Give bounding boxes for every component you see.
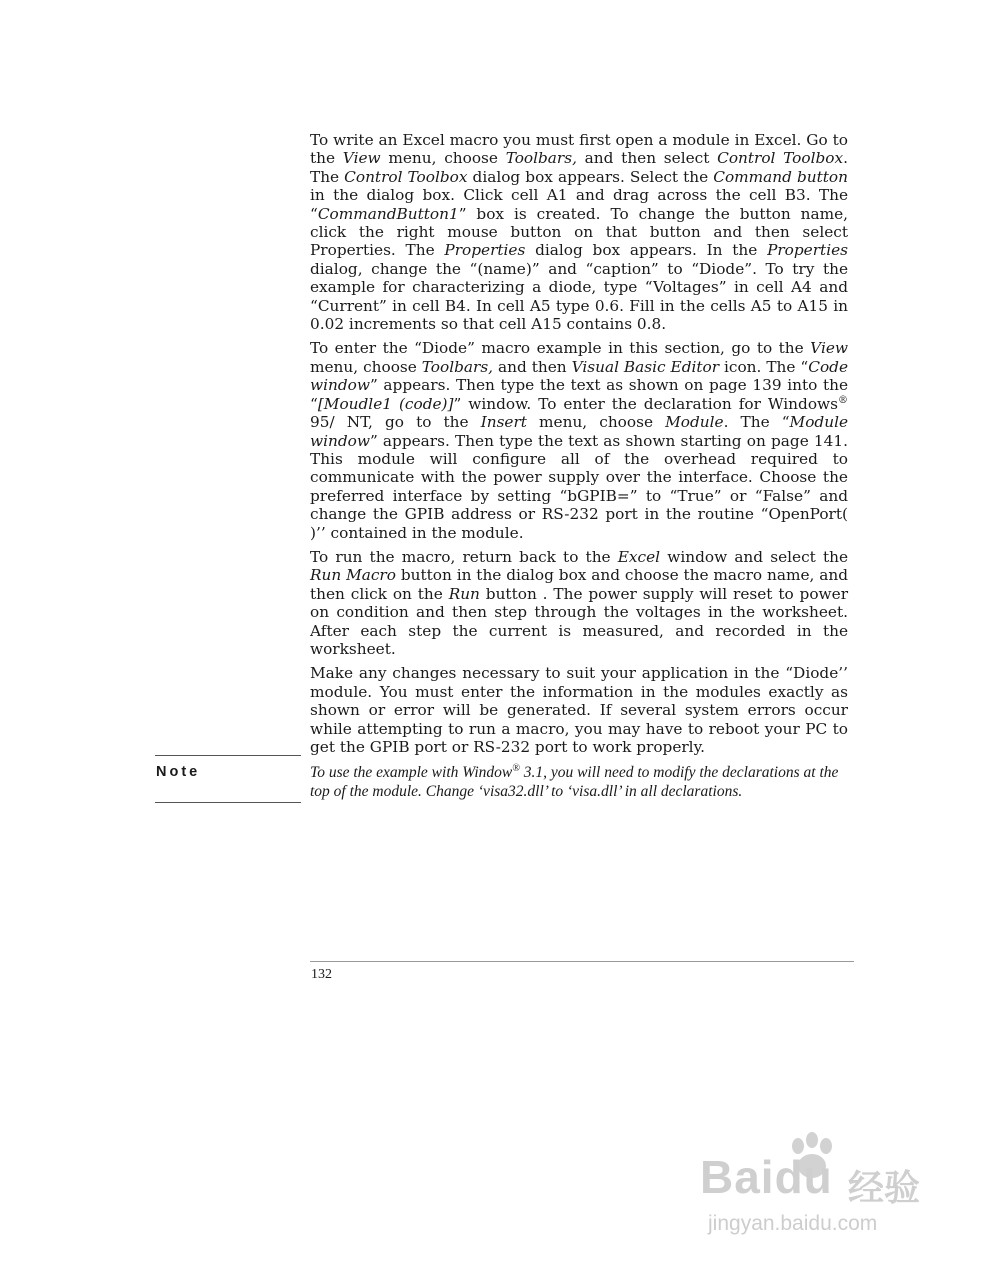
text-run: ” box is created. To change the button name, click the right mouse button on that button and then select Properties. The — [310, 204, 848, 260]
text-run: Visual Basic Editor — [571, 357, 720, 376]
text-run: menu, choose — [380, 149, 506, 168]
text-run: Command button — [713, 167, 848, 186]
text-run: Code window — [310, 357, 848, 395]
text-run: button in the dialog box and choose the macro name, and then click on the — [310, 566, 849, 603]
text-run: menu, choose — [310, 357, 422, 376]
text-run: icon. The “ — [719, 357, 809, 376]
note-label: Note — [156, 764, 201, 780]
paragraph — [310, 664, 848, 756]
text-run: ” window. To enter the declaration for Windows — [453, 394, 838, 413]
text-run: Make any changes necessary to suit your application in the “Diode’’ module. You must enter the information in the modules exactly as shown or error will be generated. If several system errors occur while attempting to run a macro, you may have to reboot your PC to get the GPIB port or RS-232 port to work properly. — [310, 664, 848, 756]
text-run: [Moudle1 (code)] — [317, 394, 454, 413]
text-run: Properties — [444, 241, 526, 260]
footer-rule — [310, 961, 854, 962]
text-run: To write an Excel macro you must first open a module in Excel. Go to the — [310, 131, 848, 168]
text-run: To enter the “Diode” macro example in this section, go to the — [310, 339, 811, 358]
text-run: dialog, change the “(name)” and “caption” to “Diode”. To try the example for characterizing a diode, type “Voltages” in cell A4 and “Current” in cell B4. In cell A5 type 0.6. Fill in the cells A5 to A15 in 0.02 increments so that cell A15 contains 0.8. — [310, 259, 848, 334]
paragraph — [310, 131, 848, 333]
text-run: View — [342, 149, 381, 168]
text-run: and then select — [576, 149, 718, 168]
page-number: 132 — [311, 967, 332, 982]
text-run: Excel — [617, 547, 661, 566]
text-run: To run the macro, return back to the — [310, 547, 618, 566]
note-text-before: To use the example with Window — [310, 764, 513, 781]
note-text — [310, 764, 855, 801]
watermark-url: jingyan.baidu.com — [708, 1212, 878, 1235]
text-run: Module — [665, 413, 724, 432]
body-text — [310, 131, 848, 762]
text-run: View — [810, 339, 848, 358]
text-run: . The “ — [723, 413, 790, 432]
text-run: Toolbars, — [421, 357, 494, 376]
text-run: Control Toolbox — [717, 149, 844, 168]
text-run: . The — [310, 149, 848, 186]
text-run: ” appears. Then type the text as shown starting on page 141. This module will configure all of the overhead required to communicate with the power supply over the interface. Choose the preferred interface by setting “bGPIB=” to “True” or “False” and change the GPIB address or RS-232 port in the routine “OpenPort( )’’ contained in the module. — [310, 431, 848, 542]
registered-mark: ® — [512, 762, 520, 774]
text-run: dialog box appears. Select the — [467, 167, 714, 186]
paragraph — [310, 339, 848, 541]
paragraph — [310, 548, 848, 658]
text-run: and then — [493, 357, 572, 376]
text-run: 95/ NT, go to the — [310, 413, 481, 432]
text-run: ” appears. Then type the text as shown on page 139 into the “ — [310, 376, 848, 413]
text-run: dialog box appears. In the — [525, 241, 768, 260]
text-run: in the dialog box. Click cell A1 and drag across the cell B3. The “ — [310, 186, 848, 223]
watermark — [700, 1130, 940, 1240]
note-text-after: 3.1, you will need to modify the declarations at the top of the module. Change ‘visa32.dll’ to ‘visa.dll’ in all declarations. — [310, 764, 839, 800]
text-run: Control Toolbox — [344, 167, 468, 186]
text-run: button . The power supply will reset to power on condition and then step through the voltages in the worksheet. After each step the current is measured, and recorded in the worksheet. — [310, 584, 849, 658]
watermark-logo: Baidu — [700, 1151, 833, 1203]
text-run: menu, choose — [526, 413, 666, 432]
registered-mark: ® — [837, 394, 848, 406]
note-bottom-rule — [155, 802, 301, 803]
text-run: Insert — [480, 413, 527, 432]
text-run: Run Macro — [310, 566, 396, 585]
text-run: Toolbars, — [505, 149, 577, 168]
text-run: window and select the — [660, 547, 848, 566]
text-run: Properties — [767, 241, 848, 260]
text-run: Module window — [310, 413, 849, 450]
note-top-rule — [155, 755, 301, 756]
text-run: CommandButton1 — [317, 204, 459, 223]
watermark-cn: 经验 — [848, 1167, 921, 1208]
text-run: Run — [448, 584, 480, 603]
